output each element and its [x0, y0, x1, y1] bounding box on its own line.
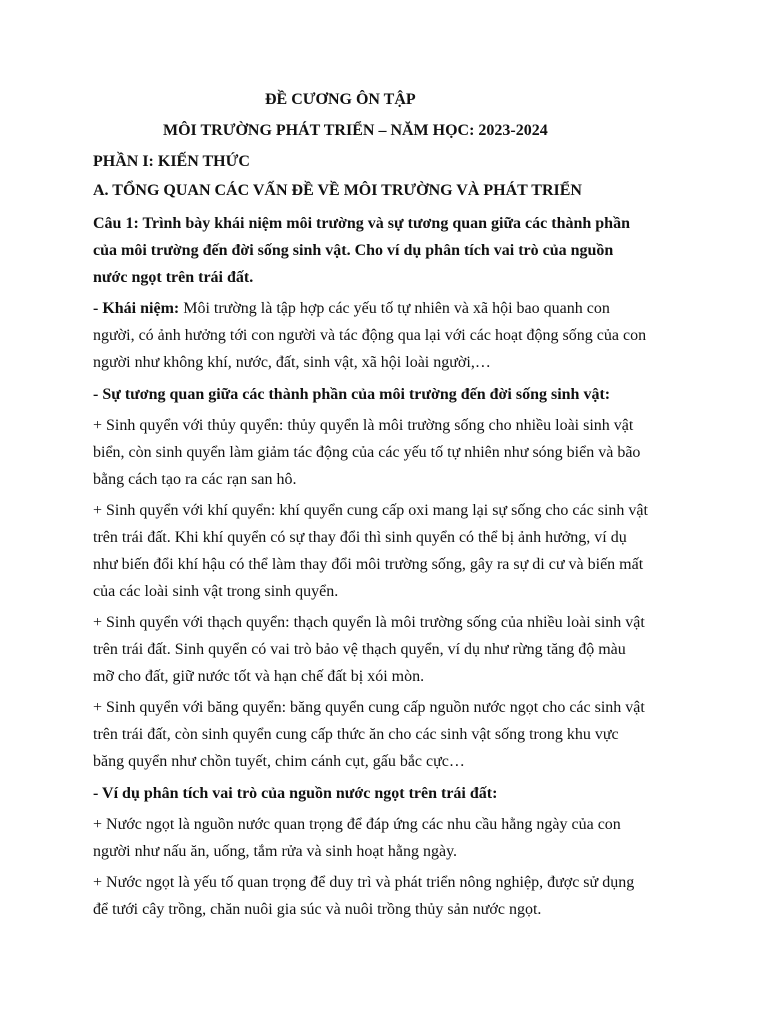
paragraph-line: + Sinh quyển với băng quyển: băng quyển cung cấp nguồn nước ngọt cho các sinh vật	[93, 699, 645, 716]
paragraph-line: + Nước ngọt là yếu tố quan trọng để duy trì và phát triển nông nghiệp, được sử dụng	[93, 874, 635, 891]
paragraph-line: bằng cách tạo ra các rạn san hô.	[93, 471, 297, 488]
document-subtitle: MÔI TRƯỜNG PHÁT TRIỂN – NĂM HỌC: 2023-2024	[163, 122, 548, 139]
part-heading: PHẦN I: KIẾN THỨC	[93, 153, 250, 170]
correlation-heading: - Sự tương quan giữa các thành phần của môi trường đến đời sống sinh vật:	[93, 386, 611, 403]
concept-label: - Khái niệm:	[93, 300, 180, 317]
paragraph-line: như biến đổi khí hậu có thể làm thay đổi môi trường sống, gây ra sự di cư và biến mất	[93, 556, 644, 573]
paragraph-line: trên trái đất, còn sinh quyển cung cấp thức ăn cho các sinh vật sống trong khu vực	[93, 726, 619, 743]
paragraph-line: băng quyển như chồn tuyết, chim cánh cụt, gấu bắc cực…	[93, 753, 465, 770]
question-line: nước ngọt trên trái đất.	[93, 269, 254, 286]
paragraph-line: mỡ cho đất, giữ nước tốt và hạn chế đất bị xói mòn.	[93, 668, 425, 685]
paragraph-line: để tưới cây trồng, chăn nuôi gia súc và nuôi trồng thủy sản nước ngọt.	[93, 901, 542, 918]
concept-line: người như không khí, nước, đất, sinh vật, xã hội loài người,…	[93, 354, 491, 371]
question-line: của môi trường đến đời sống sinh vật. Cho ví dụ phân tích vai trò của nguồn	[93, 242, 614, 259]
example-heading: - Ví dụ phân tích vai trò của nguồn nước ngọt trên trái đất:	[93, 785, 498, 802]
document-title: ĐỀ CƯƠNG ÔN TẬP	[265, 91, 416, 108]
paragraph-line: của các loài sinh vật trong sinh quyển.	[93, 583, 339, 600]
paragraph-line: + Nước ngọt là nguồn nước quan trọng để đáp ứng các nhu cầu hằng ngày của con	[93, 816, 621, 833]
paragraph-line: + Sinh quyển với khí quyển: khí quyển cung cấp oxi mang lại sự sống cho các sinh vật	[93, 502, 648, 519]
concept-text: Môi trường là tập hợp các yếu tố tự nhiên và xã hội bao quanh con	[179, 300, 610, 317]
concept-first-line	[93, 299, 610, 319]
paragraph-line: biển, còn sinh quyển làm giảm tác động của các yếu tố tự nhiên như sóng biển và bão	[93, 444, 641, 461]
paragraph-line: + Sinh quyển với thạch quyển: thạch quyển là môi trường sống của nhiều loài sinh vật	[93, 614, 645, 631]
section-heading: A. TỔNG QUAN CÁC VẤN ĐỀ VỀ MÔI TRƯỜNG VÀ PHÁT TRIỂN	[93, 182, 582, 199]
question-line: Câu 1: Trình bày khái niệm môi trường và sự tương quan giữa các thành phần	[93, 215, 630, 232]
paragraph-line: trên trái đất. Khi khí quyển có sự thay đổi thì sinh quyển có thể bị ảnh hưởng, ví dụ	[93, 529, 627, 546]
paragraph-line: trên trái đất. Sinh quyển có vai trò bảo vệ thạch quyển, ví dụ như rừng tăng độ màu	[93, 641, 626, 658]
paragraph-line: + Sinh quyển với thủy quyển: thủy quyển là môi trường sống cho nhiều loài sinh vật	[93, 417, 634, 434]
paragraph-line: người như nấu ăn, uống, tắm rửa và sinh hoạt hằng ngày.	[93, 843, 458, 860]
concept-line: người, có ảnh hưởng tới con người và tác động qua lại với các hoạt động sống của con	[93, 327, 647, 344]
